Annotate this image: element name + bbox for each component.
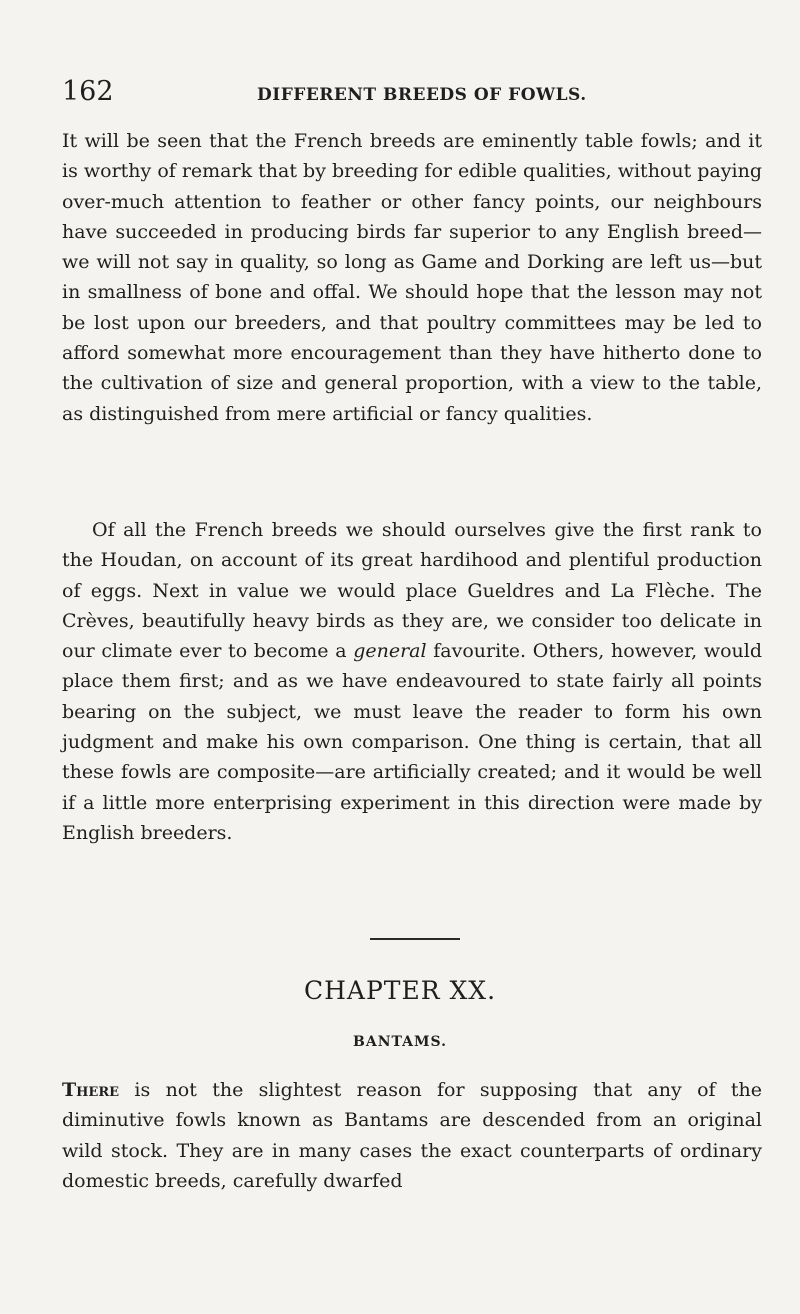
paragraph-text: It will be seen that the French breeds are eminently table fowls; and it is worthy of remark that by breeding for edible qualities, without paying over-much attention to feather or other fancy points, our neighbours have succeeded in producing birds far superior to any English breed—we will not say in quality, so long as Game and Dorking are left us—but in smallness of bone and offal. We should hope that the lesson may not be lost upon our breeders, and that poultry committees may be led to afford somewhat more encouragement than they have hitherto done to the cultivation of size and general proportion, with a view to the table, as distinguished from mere artificial or fancy qualities. <box>62 130 762 425</box>
paragraph-text <box>62 515 762 848</box>
chapter-title: CHAPTER XX. <box>303 976 497 1005</box>
paragraph-french-breeds <box>62 126 762 429</box>
paragraph-text-part: Of all the French breeds we should ourselves give the first rank to the Houdan, on account of its great hardihood and plentiful production of eggs. Next in value we would place Gueldres and La Flèche. The Crèves, beautifully heavy birds as they are, we consider too delicate in our climate ever to become a <box>62 519 762 663</box>
lead-word: There <box>62 1079 120 1101</box>
paragraph-bantams <box>62 1075 762 1196</box>
paragraph-text <box>62 1075 762 1196</box>
running-title: DIFFERENT BREEDS OF FOWLS. <box>257 85 587 105</box>
emphasis-word: general <box>353 640 427 663</box>
chapter-subtitle: BANTAMS. <box>353 1034 447 1050</box>
paragraph-houdan <box>62 515 762 848</box>
running-header <box>62 76 762 116</box>
section-divider <box>370 938 460 940</box>
paragraph-text-part: is not the slightest reason for supposing that any of the diminutive fowls known as Bantams are descended from an original wild stock. They are in many cases the exact counterparts of ordinary domestic breeds, carefully dwarfed <box>62 1079 762 1192</box>
paragraph-text-part: favourite. Others, however, would place them first; and as we have endeavoured to state fairly all points bearing on the subject, we must leave the reader to form his own judgment and make his own comparison. One thing is certain, that all these fowls are composite—are artificially created; and it would be well if a little more enterprising experiment in this direction were made by English breeders. <box>62 640 763 844</box>
page-number: 162 <box>62 76 114 107</box>
